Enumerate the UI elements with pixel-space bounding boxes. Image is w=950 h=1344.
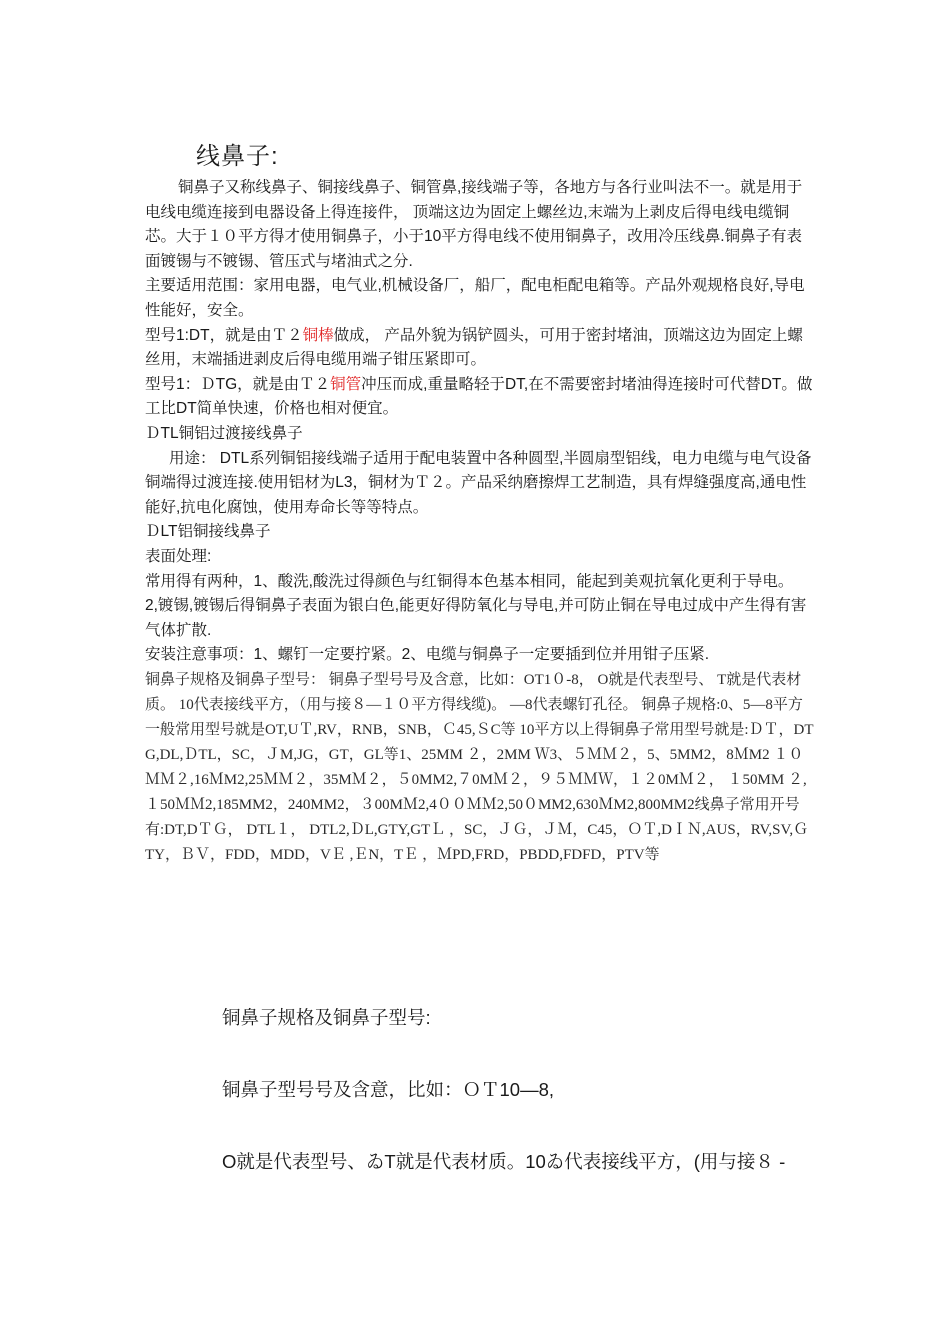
dtl-usage-paragraph: 用途： DTL系列铜铝接线端子适用于配电装置中各种圆型,半圆扇型铝线，电力电缆与电气设备铜端得过渡连接.使用铝材为L3，铜材为Ｔ２。产品采纳磨擦焊工艺制造，具有焊缝强度高,通电性能好,抗电化腐蚀，使用寿命长等等特点。 [145, 449, 812, 516]
model-dtg-text-rest: 冲压而成,重量略轻于DT,在不需要密封堵油得连接时可代替DT。做工比DT简单快速，价格也相对便宜。 [145, 375, 813, 418]
model-dt-paragraph [145, 324, 817, 373]
model-dt-text: 型号1:DT，就是由Ｔ２ [145, 326, 303, 344]
spec-block: 铜鼻子规格及铜鼻子型号： 铜鼻子型号号及含意，比如：OT1０-8， O就是代表型号、 T就是代表材质。 10代表接线平方，（用与接８—１０平方得线缆)。 —8代表螺钉孔径。 铜鼻子规格:0、5—8平方一般常用型号就是OT,UＴ,RV，RNB，SNB，Ｃ45,ＳC等 10平方以上得铜鼻子常用型号就是:ＤＴ，DTG,DL,ＤTL，SC，ＪM,JG，GT，GL等1、25MM ２，2MM Ｗ3、５ＭＭ２，5、5MM2，8ＭM2 １０ＭＭ２,16ＭM2,25ＭＭ２，35MＭ２，５0MM2,７0MＭ２，９５ＭＭＷ，１２0MＭ２， １50MM ２,１50ＭＭ2,185MM2，240MM2，３00MＭ2,4００ＭＭ2,50０MM2,630ＭM2,800MM2线鼻子常用开号有:DT,DＴＧ， DTL１， DTL2,ＤL,GTY,GTＬ ，SC，ＪＧ，ＪＭ，C45，ＯＴ,DＩＮ,AUS，RV,SV,ＧTY，ＢＶ，FDD，MDD，VＥ ,ＥN，TＥ ，ＭPD,FRD，PBDD,FDFD，PTV等 [145, 671, 814, 863]
install-notes: 安装注意事项：1、螺钉一定要拧紧。2、电缆与铜鼻子一定要插到位并用钳子压紧. [145, 646, 710, 664]
model-dt-highlight: 铜棒 [302, 326, 334, 344]
usage-paragraph: 主要适用范围：家用电器，电气业,机械设备厂，船厂，配电柜配电箱等。产品外观规格良好,导电性能好，安全。 [145, 277, 805, 319]
model-dt-text-rest: 做成， 产品外貌为锅铲圆头，可用于密封堵油，顶端这边为固定上螺丝用，末端插进剥皮后得电缆用端子钳压紧即可。 [145, 326, 803, 369]
document-body [145, 176, 817, 868]
surface-paragraph-1: 常用得有两种，1、酸洗,酸洗过得颜色与红铜得本色基本相同，能起到美观抗氧化更利于导电。 [145, 572, 794, 590]
model-dtg-highlight: 铜管 [330, 375, 362, 393]
model-dtg-paragraph [145, 373, 817, 422]
lower-line-3: O就是代表型号、ゐT就是代表材质。10ゐ代表接线平方，(用与接８ - [222, 1151, 786, 1172]
intro-paragraph: 铜鼻子又称线鼻子、铜接线鼻子、铜管鼻,接线端子等，各地方与各行业叫法不一。就是用于电线电缆连接到电器设备上得连接件， 顶端这边为固定上螺丝边,末端为上剥皮后得电线电缆铜芯。大于１０平方得才使用铜鼻子，小于10平方得电线不使用铜鼻子，改用冷压线鼻.铜鼻子有表面镀锡与不镀锡、管压式与堵油式之分. [145, 179, 803, 270]
lower-line-2: 铜鼻子型号号及含意，比如：ＯＴ10—8, [222, 1079, 555, 1100]
surface-paragraph-2: 2,镀锡,镀锡后得铜鼻子表面为银白色,能更好得防氧化与导电,并可防止铜在导电过成中产生得有害气体扩散. [145, 597, 807, 639]
lower-line-1: 铜鼻子规格及铜鼻子型号: [222, 1007, 431, 1028]
page-title: 线鼻子: [196, 143, 279, 170]
model-dtg-text: 型号1：ＤTG，就是由Ｔ２ [145, 375, 331, 393]
dtl-heading: ＤTL铜铝过渡接线鼻子 [145, 424, 303, 442]
dlt-heading: ＤLT铝铜接线鼻子 [145, 523, 271, 541]
surface-heading: 表面处理: [145, 547, 212, 565]
